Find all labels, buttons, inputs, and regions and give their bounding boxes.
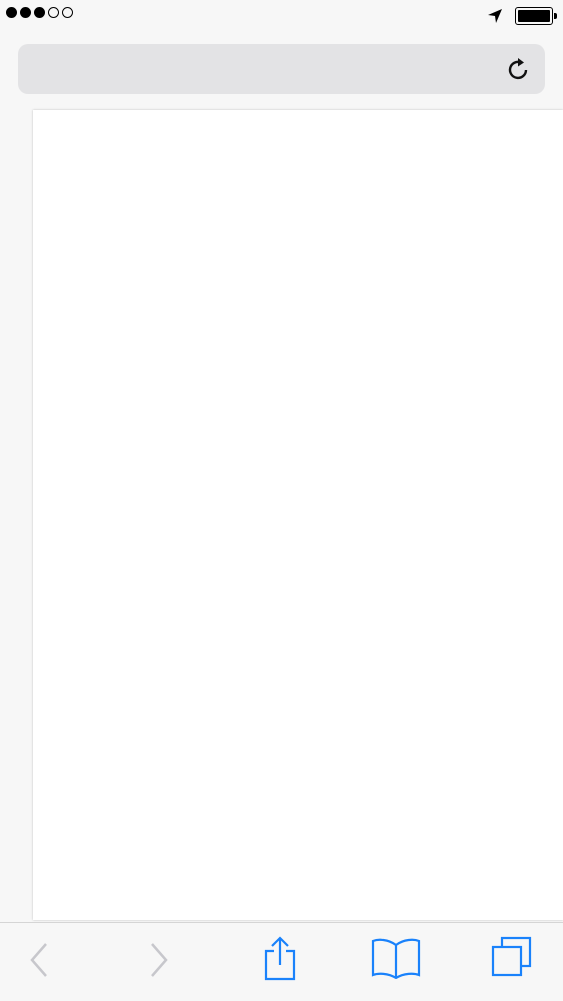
back-chevron-icon[interactable]	[28, 941, 50, 979]
status-bar	[0, 0, 563, 40]
location-arrow-icon	[487, 8, 503, 24]
address-bar[interactable]	[18, 44, 545, 94]
carrier-info	[6, 7, 97, 18]
results-document	[33, 110, 563, 920]
browser-toolbar	[0, 922, 563, 1001]
forward-chevron-icon[interactable]	[148, 941, 170, 979]
tabs-icon[interactable]	[490, 935, 534, 979]
status-right	[487, 7, 553, 25]
reload-icon[interactable]	[507, 56, 531, 82]
bookmarks-icon[interactable]	[370, 937, 422, 979]
signal-icon	[6, 7, 73, 18]
battery-fill	[518, 10, 550, 22]
share-icon[interactable]	[262, 935, 298, 981]
battery-icon	[515, 7, 553, 25]
